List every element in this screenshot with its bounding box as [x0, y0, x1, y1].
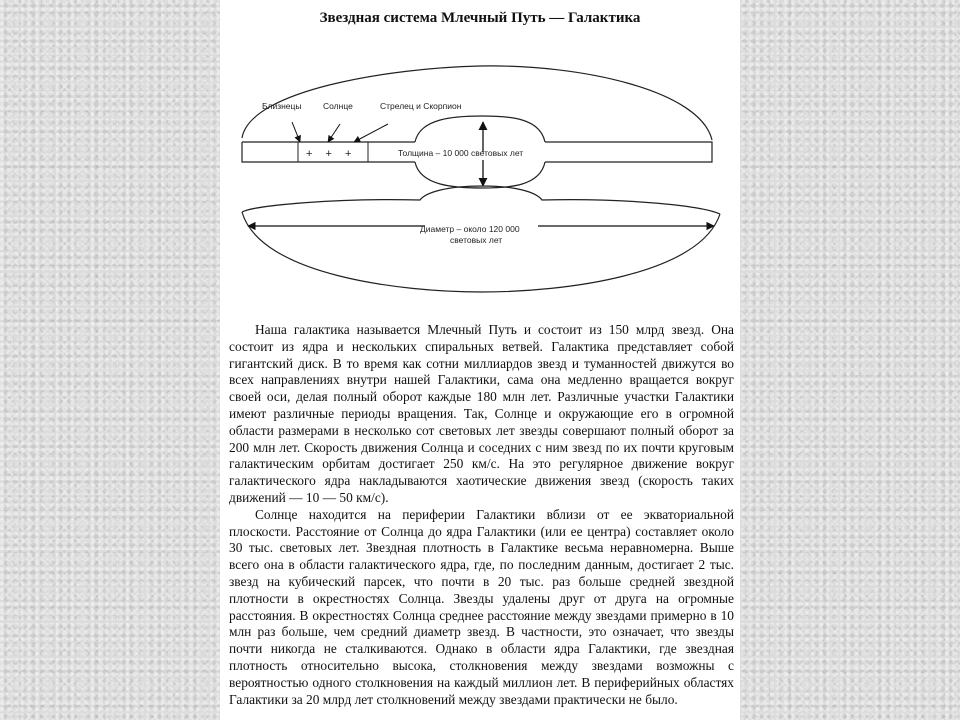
label-sagittarius: Стрелец и Скорпион: [380, 101, 462, 111]
halo-arc: [242, 66, 712, 140]
label-sun: Солнце: [323, 101, 353, 111]
thickness-label: Толщина – 10 000 световых лет: [398, 148, 524, 158]
diameter-label-line1: Диаметр – около 120 000: [420, 224, 520, 234]
body-text: [229, 322, 734, 708]
paragraph-2: Солнце находится на периферии Галактики вблизи от ее экваториальной плоскости. Расстояние от Солнца до ядра Галактики (или ее центра) составляет около 30 тыс. световых лет. Звездная плотность в Галактике весьма неравномерна. Выше всего она в области галактического ядра, где, по последним данным, достигает 2 тыс. звезд на кубический парсек, что почти в 20 тыс. раз больше средней звездной плотности в окрестностях Солнца. Звезды удалены друг от друга на огромные расстояния. В окрестностях Солнца среднее расстояние между звездами примерно в 10 млн раз больше, чем средний диаметр звезд. В частности, это означает, что звезды почти никогда не сталкиваются. Однако в области ядра Галактики, где звездная плотность относительно высока, столкновения между звездами возможны с вероятностью одного столкновения на каждый миллион лет. В периферийных областях Галактики за 20 млрд лет столкновений между звездами практически не было.: [229, 506, 734, 707]
disk-right: [545, 142, 712, 162]
profile-top: [242, 186, 720, 214]
galaxy-diagram: [220, 0, 740, 310]
label-gemini: Близнецы: [262, 101, 302, 111]
diameter-label-line2: световых лет: [450, 235, 503, 245]
star-markers: + + +: [306, 148, 357, 160]
bulge-top: [415, 116, 545, 142]
paragraph-1: Наша галактика называется Млечный Путь и состоит из 150 млрд звезд. Она состоит из ядра и нескольких спиральных ветвей. Галактика представляет собой гигантский диск. В то время как сотни миллиардов звезд и туманностей движутся во всех направлениях внутри нашей Галактики, сама она медленно вращается вокруг своей оси, делая полный оборот каждые 180 млн лет. Различные участки Галактики имеют различные периоды вращения. Так, Солнце и окружающие его в огромной области размерами в несколько сот световых лет звезды совершают полный оборот за 200 млн лет. Скорость движения Солнца и соседних с ним звезд по их почти круговым галактическим орбитам достигает 250 км/с. На это регулярное движение вокруг галактического ядра накладываются хаотические движения звезд (скорость таких движений — 10 — 50 км/с).: [229, 322, 734, 505]
page-title: Звездная система Млечный Путь — Галактика: [319, 10, 641, 26]
document-page: [220, 0, 740, 720]
bulge-bottom: [415, 162, 545, 188]
